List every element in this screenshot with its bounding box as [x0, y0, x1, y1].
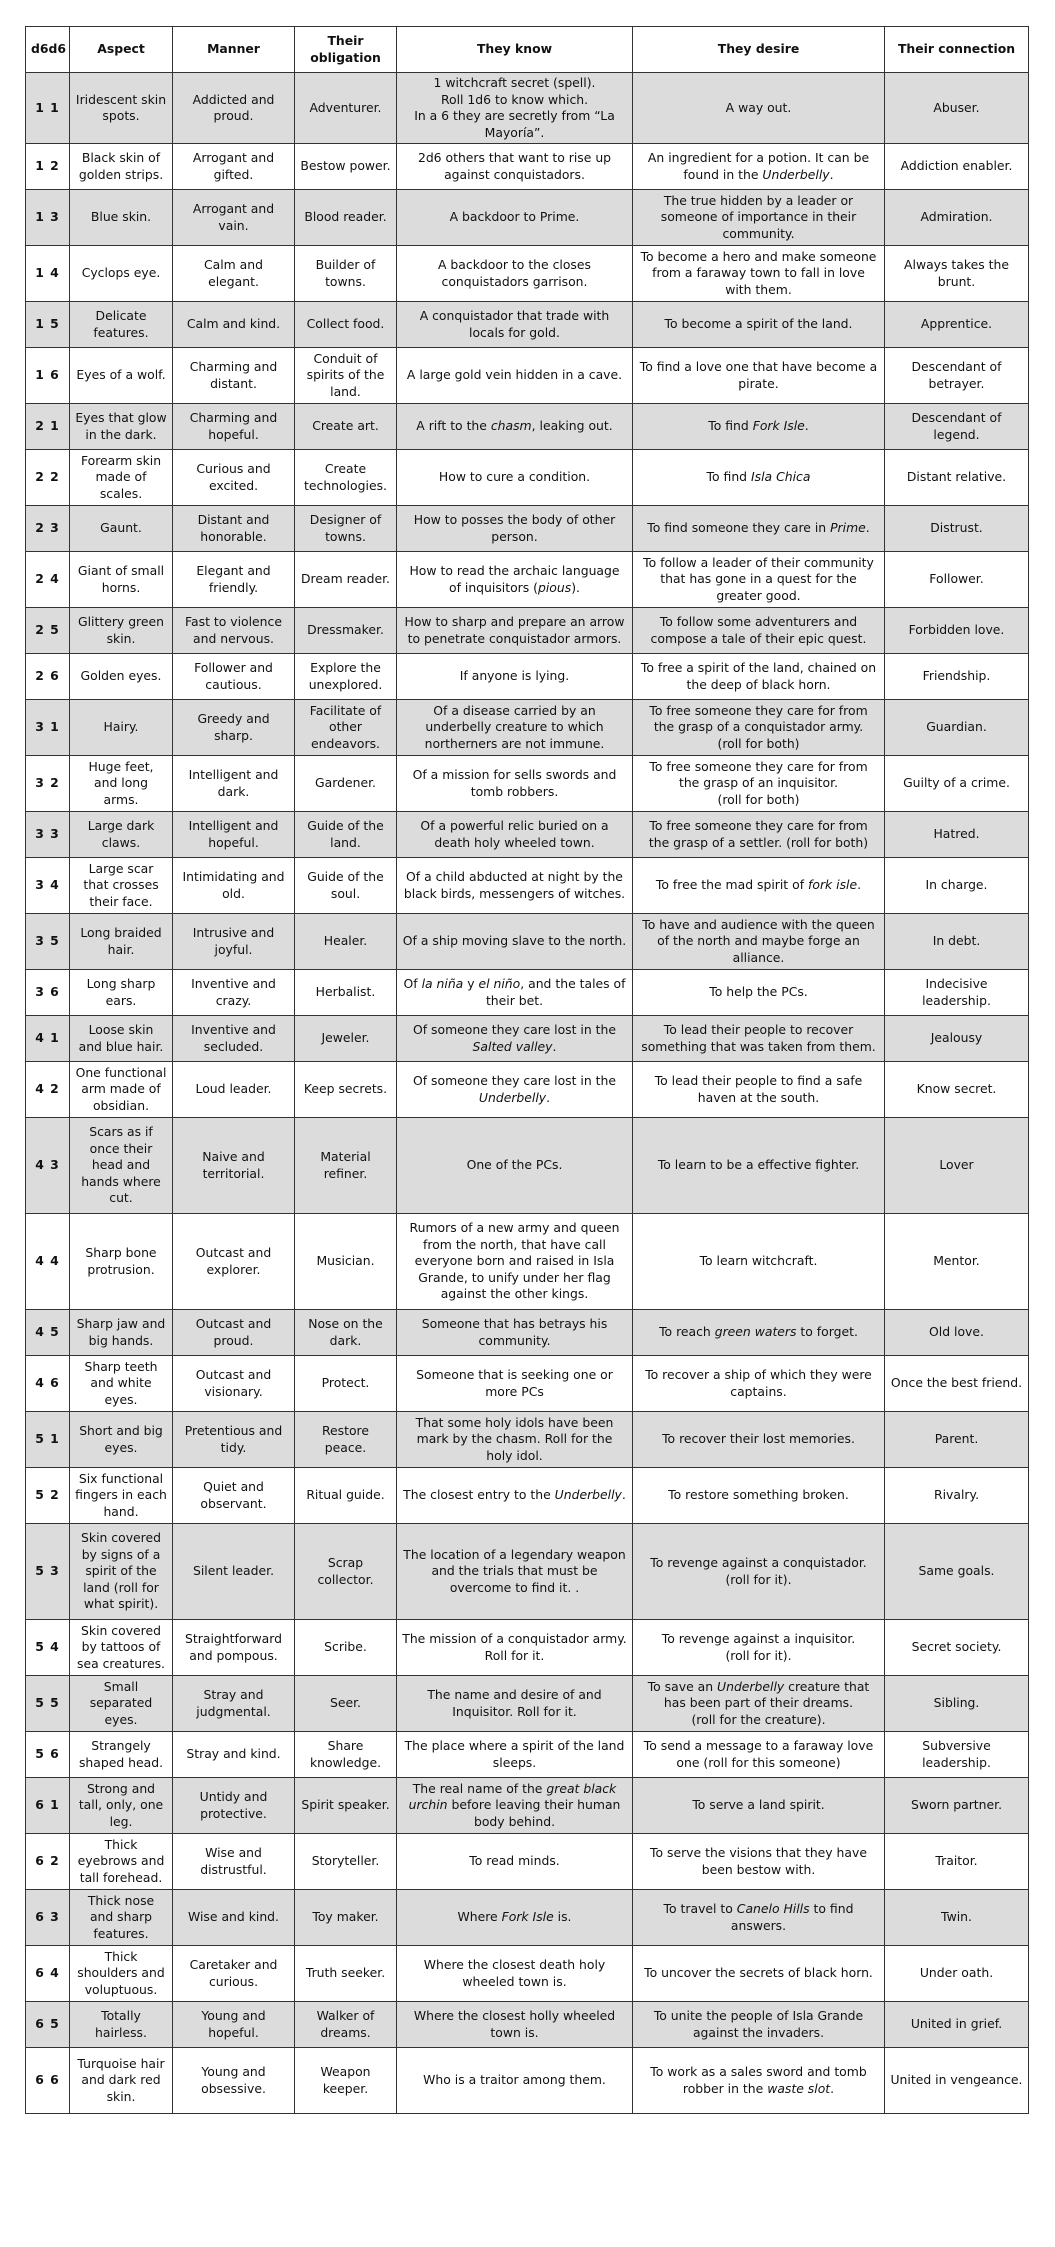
table-row [26, 970, 1029, 1016]
table-row [26, 654, 1029, 700]
cell-roll: 1 6 [26, 348, 70, 404]
cell-roll: 6 2 [26, 1834, 70, 1890]
cell-desire: To find someone they care in Prime. [633, 506, 885, 552]
cell-manner: Fast to violence and nervous. [173, 608, 295, 654]
cell-know: Where the closest holly wheeled town is. [397, 2002, 633, 2048]
cell-aspect: Strangely shaped head. [70, 1732, 173, 1778]
cell-aspect: Sharp bone protrusion. [70, 1214, 173, 1310]
cell-connection: Sibling. [885, 1676, 1029, 1732]
cell-know: Of a mission for sells swords and tomb robbers. [397, 756, 633, 812]
cell-desire: To free someone they care for from the grasp of an inquisitor. (roll for both) [633, 756, 885, 812]
cell-obligation: Builder of towns. [295, 246, 397, 302]
cell-obligation: Weapon keeper. [295, 2048, 397, 2114]
cell-know: The mission of a conquistador army. Roll for it. [397, 1620, 633, 1676]
cell-roll: 4 5 [26, 1310, 70, 1356]
table-row [26, 1946, 1029, 2002]
cell-aspect: Strong and tall, only, one leg. [70, 1778, 173, 1834]
cell-obligation: Storyteller. [295, 1834, 397, 1890]
header-obligation: Their obligation [295, 27, 397, 73]
table-row [26, 348, 1029, 404]
cell-aspect: Sharp jaw and big hands. [70, 1310, 173, 1356]
header-aspect: Aspect [70, 27, 173, 73]
cell-connection: Descendant of betrayer. [885, 348, 1029, 404]
cell-know: How to read the archaic language of inquisitors (pious). [397, 552, 633, 608]
cell-aspect: Huge feet, and long arms. [70, 756, 173, 812]
table-row [26, 1732, 1029, 1778]
cell-obligation: Bestow power. [295, 144, 397, 190]
cell-know: How to cure a condition. [397, 450, 633, 506]
cell-obligation: Walker of dreams. [295, 2002, 397, 2048]
cell-obligation: Scrap collector. [295, 1524, 397, 1620]
cell-connection: United in grief. [885, 2002, 1029, 2048]
cell-manner: Outcast and proud. [173, 1310, 295, 1356]
cell-manner: Greedy and sharp. [173, 700, 295, 756]
cell-connection: Guardian. [885, 700, 1029, 756]
cell-aspect: Black skin of golden strips. [70, 144, 173, 190]
table-row [26, 2002, 1029, 2048]
cell-manner: Pretentious and tidy. [173, 1412, 295, 1468]
cell-desire: To learn to be a effective fighter. [633, 1118, 885, 1214]
cell-obligation: Healer. [295, 914, 397, 970]
cell-aspect: Scars as if once their head and hands where cut. [70, 1118, 173, 1214]
cell-obligation: Scribe. [295, 1620, 397, 1676]
cell-aspect: Blue skin. [70, 190, 173, 246]
cell-know: The real name of the great black urchin before leaving their human body behind. [397, 1778, 633, 1834]
cell-roll: 6 6 [26, 2048, 70, 2114]
cell-connection: Traitor. [885, 1834, 1029, 1890]
cell-roll: 5 5 [26, 1676, 70, 1732]
cell-roll: 5 6 [26, 1732, 70, 1778]
cell-connection: Rivalry. [885, 1468, 1029, 1524]
cell-know: Someone that is seeking one or more PCs [397, 1356, 633, 1412]
cell-aspect: Delicate features. [70, 302, 173, 348]
cell-manner: Straightforward and pompous. [173, 1620, 295, 1676]
cell-know: Rumors of a new army and queen from the north, that have call everyone born and raised in Isla Grande, to unify under her flag against the other kings. [397, 1214, 633, 1310]
cell-aspect: Short and big eyes. [70, 1412, 173, 1468]
cell-aspect: Small separated eyes. [70, 1676, 173, 1732]
cell-roll: 2 6 [26, 654, 70, 700]
table-row [26, 144, 1029, 190]
cell-obligation: Conduit of spirits of the land. [295, 348, 397, 404]
cell-obligation: Dressmaker. [295, 608, 397, 654]
cell-connection: Under oath. [885, 1946, 1029, 2002]
cell-aspect: Skin covered by signs of a spirit of the land (roll for what spirit). [70, 1524, 173, 1620]
cell-connection: Follower. [885, 552, 1029, 608]
cell-desire: To save an Underbelly creature that has been part of their dreams. (roll for the creature). [633, 1676, 885, 1732]
table-row [26, 608, 1029, 654]
cell-obligation: Collect food. [295, 302, 397, 348]
cell-desire: To serve the visions that they have been bestow with. [633, 1834, 885, 1890]
cell-roll: 3 5 [26, 914, 70, 970]
cell-aspect: Hairy. [70, 700, 173, 756]
cell-connection: Mentor. [885, 1214, 1029, 1310]
cell-connection: Parent. [885, 1412, 1029, 1468]
cell-roll: 3 6 [26, 970, 70, 1016]
cell-roll: 6 3 [26, 1890, 70, 1946]
cell-roll: 1 2 [26, 144, 70, 190]
cell-connection: Distant relative. [885, 450, 1029, 506]
cell-desire: To revenge against a conquistador. (roll for it). [633, 1524, 885, 1620]
cell-know: A rift to the chasm, leaking out. [397, 404, 633, 450]
cell-desire: To find Fork Isle. [633, 404, 885, 450]
cell-manner: Outcast and explorer. [173, 1214, 295, 1310]
table-row [26, 756, 1029, 812]
cell-desire: To reach green waters to forget. [633, 1310, 885, 1356]
cell-obligation: Jeweler. [295, 1016, 397, 1062]
cell-manner: Calm and elegant. [173, 246, 295, 302]
table-row [26, 1778, 1029, 1834]
cell-connection: Apprentice. [885, 302, 1029, 348]
table-row [26, 1016, 1029, 1062]
cell-manner: Naive and territorial. [173, 1118, 295, 1214]
table-row [26, 1214, 1029, 1310]
cell-know: Of a powerful relic buried on a death holy wheeled town. [397, 812, 633, 858]
table-header [26, 27, 1029, 73]
table-row [26, 552, 1029, 608]
cell-know: The closest entry to the Underbelly. [397, 1468, 633, 1524]
cell-manner: Intimidating and old. [173, 858, 295, 914]
cell-obligation: Restore peace. [295, 1412, 397, 1468]
cell-connection: Subversive leadership. [885, 1732, 1029, 1778]
cell-aspect: Long braided hair. [70, 914, 173, 970]
cell-connection: Hatred. [885, 812, 1029, 858]
cell-manner: Curious and excited. [173, 450, 295, 506]
cell-connection: Know secret. [885, 1062, 1029, 1118]
cell-aspect: Loose skin and blue hair. [70, 1016, 173, 1062]
cell-desire: To lead their people to find a safe haven at the south. [633, 1062, 885, 1118]
cell-desire: A way out. [633, 73, 885, 144]
cell-aspect: Turquoise hair and dark red skin. [70, 2048, 173, 2114]
cell-aspect: Forearm skin made of scales. [70, 450, 173, 506]
cell-connection: Distrust. [885, 506, 1029, 552]
cell-aspect: Eyes that glow in the dark. [70, 404, 173, 450]
cell-know: Of a child abducted at night by the black birds, messengers of witches. [397, 858, 633, 914]
cell-connection: Guilty of a crime. [885, 756, 1029, 812]
cell-manner: Inventive and crazy. [173, 970, 295, 1016]
cell-connection: Once the best friend. [885, 1356, 1029, 1412]
cell-connection: In debt. [885, 914, 1029, 970]
cell-connection: United in vengeance. [885, 2048, 1029, 2114]
cell-connection: Admiration. [885, 190, 1029, 246]
cell-aspect: Thick shoulders and voluptuous. [70, 1946, 173, 2002]
cell-know: To read minds. [397, 1834, 633, 1890]
cell-know: A large gold vein hidden in a cave. [397, 348, 633, 404]
table-row [26, 1310, 1029, 1356]
cell-aspect: Long sharp ears. [70, 970, 173, 1016]
cell-aspect: Giant of small horns. [70, 552, 173, 608]
cell-roll: 6 5 [26, 2002, 70, 2048]
cell-manner: Quiet and observant. [173, 1468, 295, 1524]
cell-desire: To find a love one that have become a pirate. [633, 348, 885, 404]
cell-desire: To help the PCs. [633, 970, 885, 1016]
cell-roll: 4 4 [26, 1214, 70, 1310]
cell-desire: To free someone they care for from the grasp of a conquistador army. (roll for both) [633, 700, 885, 756]
cell-manner: Charming and hopeful. [173, 404, 295, 450]
cell-roll: 2 2 [26, 450, 70, 506]
header-row [26, 27, 1029, 73]
cell-know: A backdoor to the closes conquistadors garrison. [397, 246, 633, 302]
table-row [26, 1062, 1029, 1118]
cell-know: Of a ship moving slave to the north. [397, 914, 633, 970]
cell-manner: Elegant and friendly. [173, 552, 295, 608]
table-row [26, 1468, 1029, 1524]
cell-obligation: Dream reader. [295, 552, 397, 608]
cell-aspect: One functional arm made of obsidian. [70, 1062, 173, 1118]
cell-manner: Young and hopeful. [173, 2002, 295, 2048]
cell-manner: Untidy and protective. [173, 1778, 295, 1834]
cell-roll: 6 1 [26, 1778, 70, 1834]
cell-obligation: Explore the unexplored. [295, 654, 397, 700]
cell-manner: Young and obsessive. [173, 2048, 295, 2114]
table-row [26, 1676, 1029, 1732]
cell-know: 2d6 others that want to rise up against conquistadors. [397, 144, 633, 190]
cell-connection: Abuser. [885, 73, 1029, 144]
table-row [26, 812, 1029, 858]
cell-desire: To serve a land spirit. [633, 1778, 885, 1834]
cell-manner: Inventive and secluded. [173, 1016, 295, 1062]
table-row [26, 190, 1029, 246]
cell-aspect: Thick eyebrows and tall forehead. [70, 1834, 173, 1890]
cell-manner: Intelligent and dark. [173, 756, 295, 812]
cell-desire: To revenge against a inquisitor. (roll for it). [633, 1620, 885, 1676]
table-row [26, 914, 1029, 970]
cell-desire: To unite the people of Isla Grande against the invaders. [633, 2002, 885, 2048]
cell-desire: To travel to Canelo Hills to find answers. [633, 1890, 885, 1946]
cell-obligation: Protect. [295, 1356, 397, 1412]
header-manner: Manner [173, 27, 295, 73]
cell-aspect: Gaunt. [70, 506, 173, 552]
cell-know: A conquistador that trade with locals for gold. [397, 302, 633, 348]
cell-roll: 3 2 [26, 756, 70, 812]
cell-roll: 4 6 [26, 1356, 70, 1412]
cell-roll: 5 1 [26, 1412, 70, 1468]
cell-roll: 2 4 [26, 552, 70, 608]
cell-desire: To send a message to a faraway love one (roll for this someone) [633, 1732, 885, 1778]
cell-obligation: Seer. [295, 1676, 397, 1732]
cell-aspect: Large dark claws. [70, 812, 173, 858]
cell-know: The location of a legendary weapon and the trials that must be overcome to find it. . [397, 1524, 633, 1620]
cell-roll: 1 4 [26, 246, 70, 302]
cell-desire: To become a hero and make someone from a faraway town to fall in love with them. [633, 246, 885, 302]
cell-aspect: Iridescent skin spots. [70, 73, 173, 144]
table-row [26, 246, 1029, 302]
table-row [26, 302, 1029, 348]
cell-know: Of a disease carried by an underbelly creature to which northerners are not immune. [397, 700, 633, 756]
cell-aspect: Skin covered by tattoos of sea creatures. [70, 1620, 173, 1676]
cell-desire: To recover a ship of which they were captains. [633, 1356, 885, 1412]
cell-aspect: Six functional fingers in each hand. [70, 1468, 173, 1524]
cell-obligation: Musician. [295, 1214, 397, 1310]
cell-know: A backdoor to Prime. [397, 190, 633, 246]
cell-connection: Twin. [885, 1890, 1029, 1946]
table-row [26, 1890, 1029, 1946]
cell-connection: Old love. [885, 1310, 1029, 1356]
cell-know: Who is a traitor among them. [397, 2048, 633, 2114]
cell-manner: Intrusive and joyful. [173, 914, 295, 970]
cell-obligation: Create technologies. [295, 450, 397, 506]
cell-aspect: Sharp teeth and white eyes. [70, 1356, 173, 1412]
table-row [26, 506, 1029, 552]
cell-obligation: Truth seeker. [295, 1946, 397, 2002]
cell-obligation: Gardener. [295, 756, 397, 812]
cell-obligation: Toy maker. [295, 1890, 397, 1946]
cell-aspect: Glittery green skin. [70, 608, 173, 654]
cell-manner: Silent leader. [173, 1524, 295, 1620]
cell-obligation: Herbalist. [295, 970, 397, 1016]
table-body [26, 73, 1029, 2114]
cell-connection: Sworn partner. [885, 1778, 1029, 1834]
cell-manner: Arrogant and gifted. [173, 144, 295, 190]
cell-obligation: Keep secrets. [295, 1062, 397, 1118]
cell-obligation: Adventurer. [295, 73, 397, 144]
cell-desire: To follow a leader of their community that has gone in a quest for the greater good. [633, 552, 885, 608]
cell-know: 1 witchcraft secret (spell). Roll 1d6 to know which. In a 6 they are secretly from “La Mayoría”. [397, 73, 633, 144]
cell-roll: 4 1 [26, 1016, 70, 1062]
cell-manner: Follower and cautious. [173, 654, 295, 700]
cell-connection: Always takes the brunt. [885, 246, 1029, 302]
table-row [26, 404, 1029, 450]
header-desire: They desire [633, 27, 885, 73]
cell-know: How to sharp and prepare an arrow to penetrate conquistador armors. [397, 608, 633, 654]
cell-desire: To work as a sales sword and tomb robber in the waste slot. [633, 2048, 885, 2114]
cell-know: That some holy idols have been mark by the chasm. Roll for the holy idol. [397, 1412, 633, 1468]
cell-desire: To uncover the secrets of black horn. [633, 1946, 885, 2002]
cell-roll: 3 1 [26, 700, 70, 756]
table-row [26, 1620, 1029, 1676]
cell-manner: Addicted and proud. [173, 73, 295, 144]
cell-desire: To free a spirit of the land, chained on the deep of black horn. [633, 654, 885, 700]
cell-know: Someone that has betrays his community. [397, 1310, 633, 1356]
cell-obligation: Guide of the soul. [295, 858, 397, 914]
cell-desire: To find Isla Chica [633, 450, 885, 506]
table-row [26, 1412, 1029, 1468]
cell-aspect: Large scar that crosses their face. [70, 858, 173, 914]
cell-connection: Forbidden love. [885, 608, 1029, 654]
cell-connection: Indecisive leadership. [885, 970, 1029, 1016]
cell-know: If anyone is lying. [397, 654, 633, 700]
cell-manner: Distant and honorable. [173, 506, 295, 552]
cell-desire: The true hidden by a leader or someone of importance in their community. [633, 190, 885, 246]
cell-connection: Descendant of legend. [885, 404, 1029, 450]
cell-obligation: Share knowledge. [295, 1732, 397, 1778]
cell-roll: 1 1 [26, 73, 70, 144]
cell-desire: To learn witchcraft. [633, 1214, 885, 1310]
cell-know: Of someone they care lost in the Salted valley. [397, 1016, 633, 1062]
cell-aspect: Eyes of a wolf. [70, 348, 173, 404]
cell-connection: Friendship. [885, 654, 1029, 700]
table-row [26, 1834, 1029, 1890]
cell-roll: 6 4 [26, 1946, 70, 2002]
cell-manner: Wise and distrustful. [173, 1834, 295, 1890]
cell-obligation: Material refiner. [295, 1118, 397, 1214]
cell-know: Of la niña y el niño, and the tales of their bet. [397, 970, 633, 1016]
cell-roll: 3 3 [26, 812, 70, 858]
cell-obligation: Guide of the land. [295, 812, 397, 858]
cell-manner: Calm and kind. [173, 302, 295, 348]
cell-aspect: Cyclops eye. [70, 246, 173, 302]
cell-roll: 5 3 [26, 1524, 70, 1620]
cell-aspect: Thick nose and sharp features. [70, 1890, 173, 1946]
table-row [26, 700, 1029, 756]
cell-aspect: Golden eyes. [70, 654, 173, 700]
cell-know: The name and desire of and Inquisitor. Roll for it. [397, 1676, 633, 1732]
cell-connection: Same goals. [885, 1524, 1029, 1620]
cell-roll: 5 2 [26, 1468, 70, 1524]
header-know: They know [397, 27, 633, 73]
cell-manner: Outcast and visionary. [173, 1356, 295, 1412]
cell-roll: 1 3 [26, 190, 70, 246]
cell-roll: 2 5 [26, 608, 70, 654]
cell-desire: To restore something broken. [633, 1468, 885, 1524]
header-roll: d6d6 [26, 27, 70, 73]
cell-know: How to posses the body of other person. [397, 506, 633, 552]
cell-roll: 1 5 [26, 302, 70, 348]
cell-know: Of someone they care lost in the Underbelly. [397, 1062, 633, 1118]
cell-manner: Arrogant and vain. [173, 190, 295, 246]
cell-roll: 2 3 [26, 506, 70, 552]
cell-obligation: Designer of towns. [295, 506, 397, 552]
cell-aspect: Totally hairless. [70, 2002, 173, 2048]
header-connection: Their connection [885, 27, 1029, 73]
cell-connection: Secret society. [885, 1620, 1029, 1676]
cell-roll: 4 3 [26, 1118, 70, 1214]
cell-know: The place where a spirit of the land sleeps. [397, 1732, 633, 1778]
cell-desire: To lead their people to recover something that was taken from them. [633, 1016, 885, 1062]
cell-connection: In charge. [885, 858, 1029, 914]
cell-know: Where the closest death holy wheeled town is. [397, 1946, 633, 2002]
cell-connection: Lover [885, 1118, 1029, 1214]
cell-desire: To have and audience with the queen of the north and maybe forge an alliance. [633, 914, 885, 970]
cell-know: Where Fork Isle is. [397, 1890, 633, 1946]
cell-desire: To become a spirit of the land. [633, 302, 885, 348]
cell-roll: 3 4 [26, 858, 70, 914]
cell-roll: 5 4 [26, 1620, 70, 1676]
table-row [26, 1356, 1029, 1412]
cell-desire: To follow some adventurers and compose a tale of their epic quest. [633, 608, 885, 654]
cell-manner: Stray and judgmental. [173, 1676, 295, 1732]
table-row [26, 73, 1029, 144]
cell-manner: Caretaker and curious. [173, 1946, 295, 2002]
cell-desire: To free someone they care for from the grasp of a settler. (roll for both) [633, 812, 885, 858]
cell-obligation: Ritual guide. [295, 1468, 397, 1524]
cell-obligation: Create art. [295, 404, 397, 450]
cell-manner: Wise and kind. [173, 1890, 295, 1946]
table-row [26, 2048, 1029, 2114]
cell-roll: 4 2 [26, 1062, 70, 1118]
cell-desire: To free the mad spirit of fork isle. [633, 858, 885, 914]
cell-desire: To recover their lost memories. [633, 1412, 885, 1468]
cell-know: One of the PCs. [397, 1118, 633, 1214]
cell-desire: An ingredient for a potion. It can be found in the Underbelly. [633, 144, 885, 190]
table-row [26, 1524, 1029, 1620]
table-row [26, 1118, 1029, 1214]
npc-generator-table [25, 26, 1029, 2114]
cell-manner: Loud leader. [173, 1062, 295, 1118]
cell-manner: Intelligent and hopeful. [173, 812, 295, 858]
cell-manner: Stray and kind. [173, 1732, 295, 1778]
cell-obligation: Blood reader. [295, 190, 397, 246]
cell-connection: Jealousy [885, 1016, 1029, 1062]
cell-obligation: Nose on the dark. [295, 1310, 397, 1356]
cell-connection: Addiction enabler. [885, 144, 1029, 190]
cell-obligation: Spirit speaker. [295, 1778, 397, 1834]
table-row [26, 450, 1029, 506]
cell-obligation: Facilitate of other endeavors. [295, 700, 397, 756]
cell-roll: 2 1 [26, 404, 70, 450]
cell-manner: Charming and distant. [173, 348, 295, 404]
table-row [26, 858, 1029, 914]
